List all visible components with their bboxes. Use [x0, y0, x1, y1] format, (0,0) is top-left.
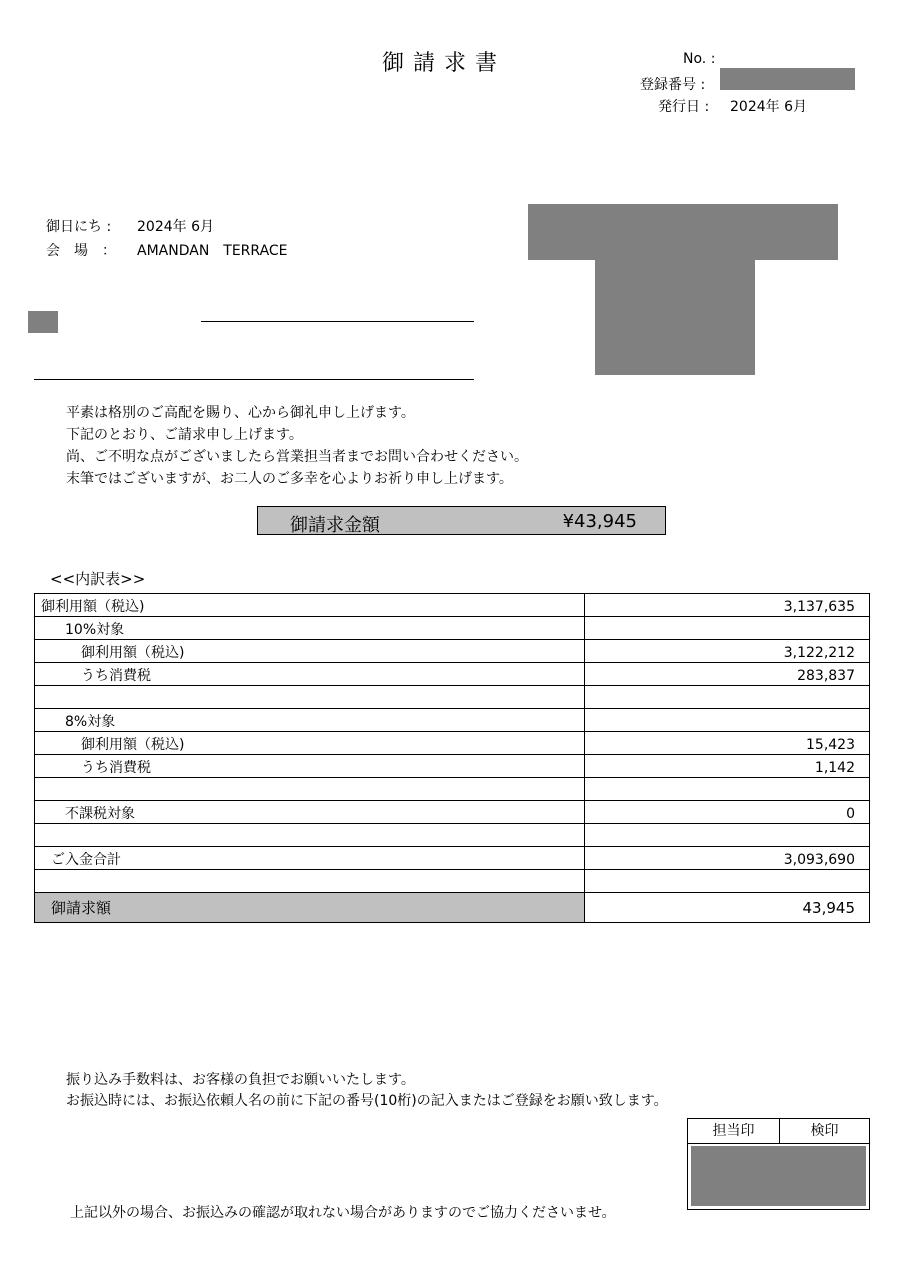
- total-amount-label: 御請求金額: [290, 515, 380, 536]
- row-label: [35, 824, 585, 847]
- greeting-line: 尚、ご不明な点がございましたら営業担当者までお問い合わせください。: [66, 449, 528, 465]
- row-value: [585, 709, 870, 732]
- registration-number-label: 登録番号 :: [640, 77, 706, 93]
- issue-date-label: 発行日 :: [658, 99, 710, 115]
- row-label: [35, 778, 585, 801]
- row-label: 不課税対象: [35, 801, 585, 824]
- company-seal-redacted: [595, 260, 755, 375]
- stamp-header-inspection: 検印: [780, 1119, 869, 1144]
- table-row: [35, 870, 870, 893]
- table-row: [35, 686, 870, 709]
- transfer-note: 振り込み手数料は、お客様の負担でお願いいたします。: [66, 1072, 415, 1088]
- recipient-redacted: [28, 311, 58, 333]
- event-date-label: 御日にち :: [46, 219, 112, 235]
- greeting-line: 平素は格別のご高配を賜り、心から御礼申し上げます。: [66, 405, 415, 421]
- row-value: [585, 778, 870, 801]
- transfer-note: お振込時には、お振込依頼人名の前に下記の番号(10桁)の記入またはご登録をお願い致します。: [66, 1093, 668, 1109]
- row-value: [585, 824, 870, 847]
- row-label: うち消費税: [35, 663, 585, 686]
- row-label: 御請求額: [35, 893, 585, 923]
- row-label: 御利用額（税込): [35, 640, 585, 663]
- row-label: [35, 686, 585, 709]
- recipient-name-line: [201, 321, 474, 322]
- row-value: [585, 870, 870, 893]
- table-row: [35, 594, 870, 617]
- total-amount-box: [257, 506, 666, 535]
- table-row: [35, 732, 870, 755]
- table-row-total: [35, 893, 870, 923]
- row-value: 1,142: [585, 755, 870, 778]
- greeting-line: 下記のとおり、ご請求申し上げます。: [66, 427, 303, 443]
- row-label: 御利用額（税込): [35, 594, 585, 617]
- row-value: [585, 686, 870, 709]
- table-row: [35, 755, 870, 778]
- row-value: 0: [585, 801, 870, 824]
- row-value: 15,423: [585, 732, 870, 755]
- recipient-underline: [34, 379, 474, 380]
- table-row: [35, 640, 870, 663]
- row-value: [585, 617, 870, 640]
- stamp-box: [687, 1118, 870, 1210]
- footer-note: 上記以外の場合、お振込みの確認が取れない場合がありますのでご協力くださいませ。: [70, 1205, 616, 1221]
- event-date-value: 2024年 6月: [137, 219, 214, 235]
- row-label: 8%対象: [35, 709, 585, 732]
- table-row: [35, 663, 870, 686]
- registration-number-redacted: [720, 68, 855, 90]
- row-value: 43,945: [585, 893, 870, 923]
- row-label: 10%対象: [35, 617, 585, 640]
- number-label: No. :: [683, 51, 716, 67]
- stamp-redacted: [691, 1146, 866, 1206]
- table-row: [35, 778, 870, 801]
- row-value: 3,122,212: [585, 640, 870, 663]
- issue-date-value: 2024年 6月: [730, 99, 807, 115]
- row-label: [35, 870, 585, 893]
- stamp-header-staff: 担当印: [688, 1119, 780, 1144]
- row-label: うち消費税: [35, 755, 585, 778]
- row-value: 3,137,635: [585, 594, 870, 617]
- table-row: [35, 709, 870, 732]
- total-amount-value: ¥43,945: [562, 511, 637, 532]
- document-title: 御請求書: [382, 51, 507, 76]
- breakdown-heading: <<内訳表>>: [50, 570, 146, 588]
- row-label: 御利用額（税込): [35, 732, 585, 755]
- table-row: [35, 801, 870, 824]
- table-row: [35, 824, 870, 847]
- greeting-line: 末筆ではございますが、お二人のご多幸を心よりお祈り申し上げます。: [66, 471, 513, 487]
- row-value: 283,837: [585, 663, 870, 686]
- table-row: [35, 847, 870, 870]
- breakdown-table: [34, 593, 870, 923]
- venue-label: 会 場 ：: [46, 243, 116, 259]
- table-row: [35, 617, 870, 640]
- row-label: ご入金合計: [35, 847, 585, 870]
- company-logo-redacted: [528, 204, 838, 260]
- venue-value: AMANDAN TERRACE: [137, 243, 288, 259]
- row-value: 3,093,690: [585, 847, 870, 870]
